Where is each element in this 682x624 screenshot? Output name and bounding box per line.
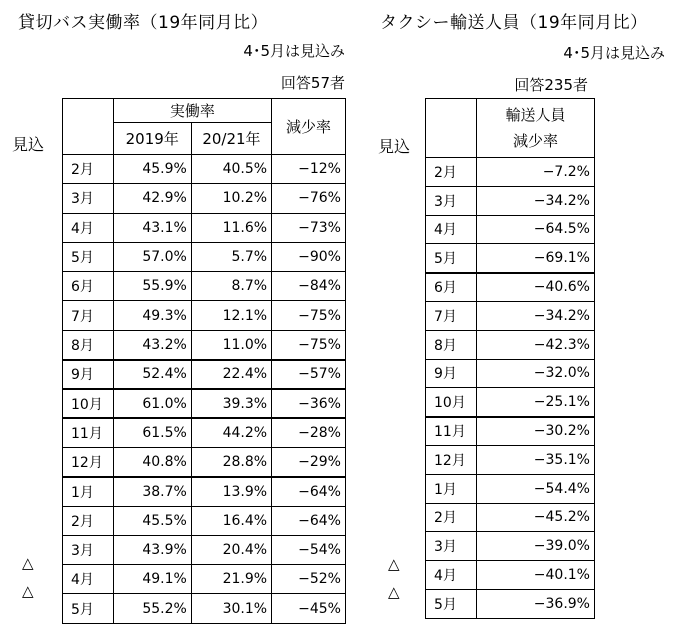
taxi-table-row bbox=[426, 532, 595, 561]
bus-cell-v2021: 40.5% bbox=[191, 155, 271, 184]
bus-cell-month: 5月 bbox=[63, 594, 114, 623]
taxi-cell-month: 9月 bbox=[426, 359, 477, 388]
bus-cell-v2019: 43.9% bbox=[113, 535, 191, 564]
bus-cell-v2019: 49.1% bbox=[113, 565, 191, 594]
bus-cell-v2021: 8.7% bbox=[191, 272, 271, 301]
taxi-cell-month: 2月 bbox=[426, 158, 477, 187]
taxi-cell-month: 5月 bbox=[426, 244, 477, 273]
bus-table-row bbox=[63, 360, 346, 389]
bus-cell-v2021: 11.0% bbox=[191, 330, 271, 359]
bus-cell-rate: −75% bbox=[272, 330, 346, 359]
bus-cell-month: 2月 bbox=[63, 155, 114, 184]
bus-cell-v2021: 10.2% bbox=[191, 184, 271, 213]
taxi-rate-header-line2: 減少率 bbox=[512, 132, 558, 150]
bus-cell-month: 4月 bbox=[63, 213, 114, 242]
bus-table-row bbox=[63, 389, 346, 418]
taxi-cell-rate: −25.1% bbox=[477, 388, 595, 417]
taxi-cell-month: 5月 bbox=[426, 589, 477, 618]
bus-cell-rate: −36% bbox=[272, 389, 346, 418]
bus-cell-v2021: 30.1% bbox=[191, 594, 271, 623]
taxi-title: タクシー輸送人員（19年同月比） bbox=[380, 13, 648, 33]
taxi-rate-header-line1: 輸送人員 bbox=[505, 106, 566, 124]
bus-table-row bbox=[63, 301, 346, 330]
taxi-note-estimate: 4･5月は見込み bbox=[563, 44, 665, 62]
taxi-cell-month: 4月 bbox=[426, 215, 477, 244]
bus-cell-v2021: 39.3% bbox=[191, 389, 271, 418]
bus-cell-v2021: 12.1% bbox=[191, 301, 271, 330]
bus-table-row bbox=[63, 184, 346, 213]
taxi-table-row bbox=[426, 445, 595, 474]
taxi-table-row bbox=[426, 561, 595, 590]
taxi-estimate-mark: △ bbox=[388, 555, 400, 573]
bus-cell-month: 11月 bbox=[63, 418, 114, 447]
bus-cell-v2021: 11.6% bbox=[191, 213, 271, 242]
taxi-cell-month: 12月 bbox=[426, 445, 477, 474]
taxi-cell-month: 10月 bbox=[426, 388, 477, 417]
bus-table-row bbox=[63, 330, 346, 359]
taxi-table-row bbox=[426, 273, 595, 302]
bus-cell-v2021: 44.2% bbox=[191, 418, 271, 447]
bus-cell-v2021: 13.9% bbox=[191, 477, 271, 506]
bus-table-row bbox=[63, 594, 346, 623]
taxi-cell-rate: −40.1% bbox=[477, 561, 595, 590]
bus-cell-v2019: 57.0% bbox=[113, 242, 191, 271]
taxi-cell-rate: −7.2% bbox=[477, 158, 595, 187]
taxi-cell-rate: −30.2% bbox=[477, 417, 595, 446]
bus-cell-month: 7月 bbox=[63, 301, 114, 330]
bus-cell-month: 10月 bbox=[63, 389, 114, 418]
bus-cell-v2019: 42.9% bbox=[113, 184, 191, 213]
taxi-cell-rate: −42.3% bbox=[477, 330, 595, 359]
bus-cell-month: 4月 bbox=[63, 565, 114, 594]
taxi-cell-rate: −69.1% bbox=[477, 244, 595, 273]
bus-table-row bbox=[63, 565, 346, 594]
bus-table-row bbox=[63, 535, 346, 564]
bus-cell-rate: −64% bbox=[272, 477, 346, 506]
taxi-table-row bbox=[426, 244, 595, 273]
bus-cell-month: 6月 bbox=[63, 272, 114, 301]
bus-cell-rate: −73% bbox=[272, 213, 346, 242]
bus-note-respondents: 回答57者 bbox=[280, 74, 345, 92]
taxi-cell-month: 4月 bbox=[426, 561, 477, 590]
bus-cell-month: 5月 bbox=[63, 242, 114, 271]
bus-cell-v2019: 61.5% bbox=[113, 418, 191, 447]
bus-cell-rate: −75% bbox=[272, 301, 346, 330]
taxi-cell-rate: −45.2% bbox=[477, 503, 595, 532]
bus-table-row bbox=[63, 213, 346, 242]
taxi-table-row bbox=[426, 158, 595, 187]
bus-cell-rate: −57% bbox=[272, 360, 346, 389]
taxi-cell-month: 8月 bbox=[426, 330, 477, 359]
taxi-table-row bbox=[426, 215, 595, 244]
bus-cell-rate: −84% bbox=[272, 272, 346, 301]
taxi-cell-month: 6月 bbox=[426, 273, 477, 302]
bus-cell-v2019: 55.2% bbox=[113, 594, 191, 623]
bus-cell-rate: −76% bbox=[272, 184, 346, 213]
taxi-side-label: 見込 bbox=[378, 137, 411, 156]
taxi-table-row bbox=[426, 186, 595, 215]
taxi-table-row bbox=[426, 474, 595, 503]
bus-table-row bbox=[63, 506, 346, 535]
bus-cell-v2019: 38.7% bbox=[113, 477, 191, 506]
bus-cell-month: 2月 bbox=[63, 506, 114, 535]
taxi-cell-rate: −64.5% bbox=[477, 215, 595, 244]
bus-cell-v2019: 43.1% bbox=[113, 213, 191, 242]
bus-cell-v2019: 45.5% bbox=[113, 506, 191, 535]
taxi-table-row bbox=[426, 301, 595, 330]
bus-cell-month: 3月 bbox=[63, 535, 114, 564]
bus-cell-rate: −64% bbox=[272, 506, 346, 535]
taxi-table-row bbox=[426, 330, 595, 359]
bus-cell-v2021: 5.7% bbox=[191, 242, 271, 271]
taxi-cell-rate: −32.0% bbox=[477, 359, 595, 388]
bus-table-row bbox=[63, 155, 346, 184]
bus-rate-header: 減少率 bbox=[272, 99, 346, 155]
bus-table-row bbox=[63, 242, 346, 271]
taxi-month-header bbox=[426, 99, 477, 158]
bus-cell-rate: −52% bbox=[272, 565, 346, 594]
bus-cell-v2021: 20.4% bbox=[191, 535, 271, 564]
bus-cell-v2019: 40.8% bbox=[113, 447, 191, 476]
bus-2019-header: 2019年 bbox=[113, 123, 191, 155]
taxi-cell-rate: −39.0% bbox=[477, 532, 595, 561]
bus-cell-v2019: 52.4% bbox=[113, 360, 191, 389]
bus-cell-month: 3月 bbox=[63, 184, 114, 213]
bus-group-header: 実働率 bbox=[113, 99, 271, 123]
bus-cell-rate: −45% bbox=[272, 594, 346, 623]
bus-cell-month: 12月 bbox=[63, 447, 114, 476]
bus-table-row bbox=[63, 477, 346, 506]
taxi-rate-header bbox=[477, 99, 595, 158]
bus-table-row bbox=[63, 418, 346, 447]
bus-cell-v2019: 55.9% bbox=[113, 272, 191, 301]
taxi-table-row bbox=[426, 388, 595, 417]
taxi-passenger-table bbox=[425, 98, 595, 619]
bus-cell-rate: −90% bbox=[272, 242, 346, 271]
bus-cell-v2021: 28.8% bbox=[191, 447, 271, 476]
bus-cell-rate: −28% bbox=[272, 418, 346, 447]
taxi-note-respondents: 回答235者 bbox=[514, 76, 588, 94]
bus-side-label: 見込 bbox=[12, 135, 45, 154]
bus-table-row bbox=[63, 272, 346, 301]
bus-title: 貸切バス実働率（19年同月比） bbox=[18, 13, 269, 33]
bus-cell-v2019: 43.2% bbox=[113, 330, 191, 359]
bus-cell-v2021: 21.9% bbox=[191, 565, 271, 594]
bus-cell-v2021: 22.4% bbox=[191, 360, 271, 389]
bus-cell-rate: −29% bbox=[272, 447, 346, 476]
taxi-estimate-mark: △ bbox=[388, 583, 400, 601]
taxi-cell-month: 3月 bbox=[426, 186, 477, 215]
bus-cell-v2019: 61.0% bbox=[113, 389, 191, 418]
bus-2021-header: 20/21年 bbox=[191, 123, 271, 155]
taxi-cell-rate: −35.1% bbox=[477, 445, 595, 474]
taxi-table-row bbox=[426, 359, 595, 388]
taxi-cell-rate: −34.2% bbox=[477, 186, 595, 215]
bus-cell-v2019: 45.9% bbox=[113, 155, 191, 184]
bus-estimate-mark: △ bbox=[22, 582, 34, 600]
bus-table-row bbox=[63, 447, 346, 476]
bus-estimate-mark: △ bbox=[22, 554, 34, 572]
taxi-cell-month: 2月 bbox=[426, 503, 477, 532]
bus-cell-v2021: 16.4% bbox=[191, 506, 271, 535]
bus-cell-month: 1月 bbox=[63, 477, 114, 506]
taxi-cell-month: 1月 bbox=[426, 474, 477, 503]
bus-cell-rate: −54% bbox=[272, 535, 346, 564]
bus-note-estimate: 4･5月は見込み bbox=[243, 42, 345, 60]
bus-cell-v2019: 49.3% bbox=[113, 301, 191, 330]
taxi-cell-rate: −34.2% bbox=[477, 301, 595, 330]
taxi-cell-rate: −54.4% bbox=[477, 474, 595, 503]
bus-occupancy-table bbox=[62, 98, 346, 624]
bus-cell-month: 8月 bbox=[63, 330, 114, 359]
taxi-table-row bbox=[426, 417, 595, 446]
bus-cell-month: 9月 bbox=[63, 360, 114, 389]
taxi-cell-month: 3月 bbox=[426, 532, 477, 561]
taxi-cell-month: 7月 bbox=[426, 301, 477, 330]
bus-month-header bbox=[63, 99, 114, 155]
taxi-cell-month: 11月 bbox=[426, 417, 477, 446]
taxi-cell-rate: −36.9% bbox=[477, 589, 595, 618]
taxi-table-row bbox=[426, 589, 595, 618]
bus-cell-rate: −12% bbox=[272, 155, 346, 184]
taxi-cell-rate: −40.6% bbox=[477, 273, 595, 302]
taxi-table-row bbox=[426, 503, 595, 532]
